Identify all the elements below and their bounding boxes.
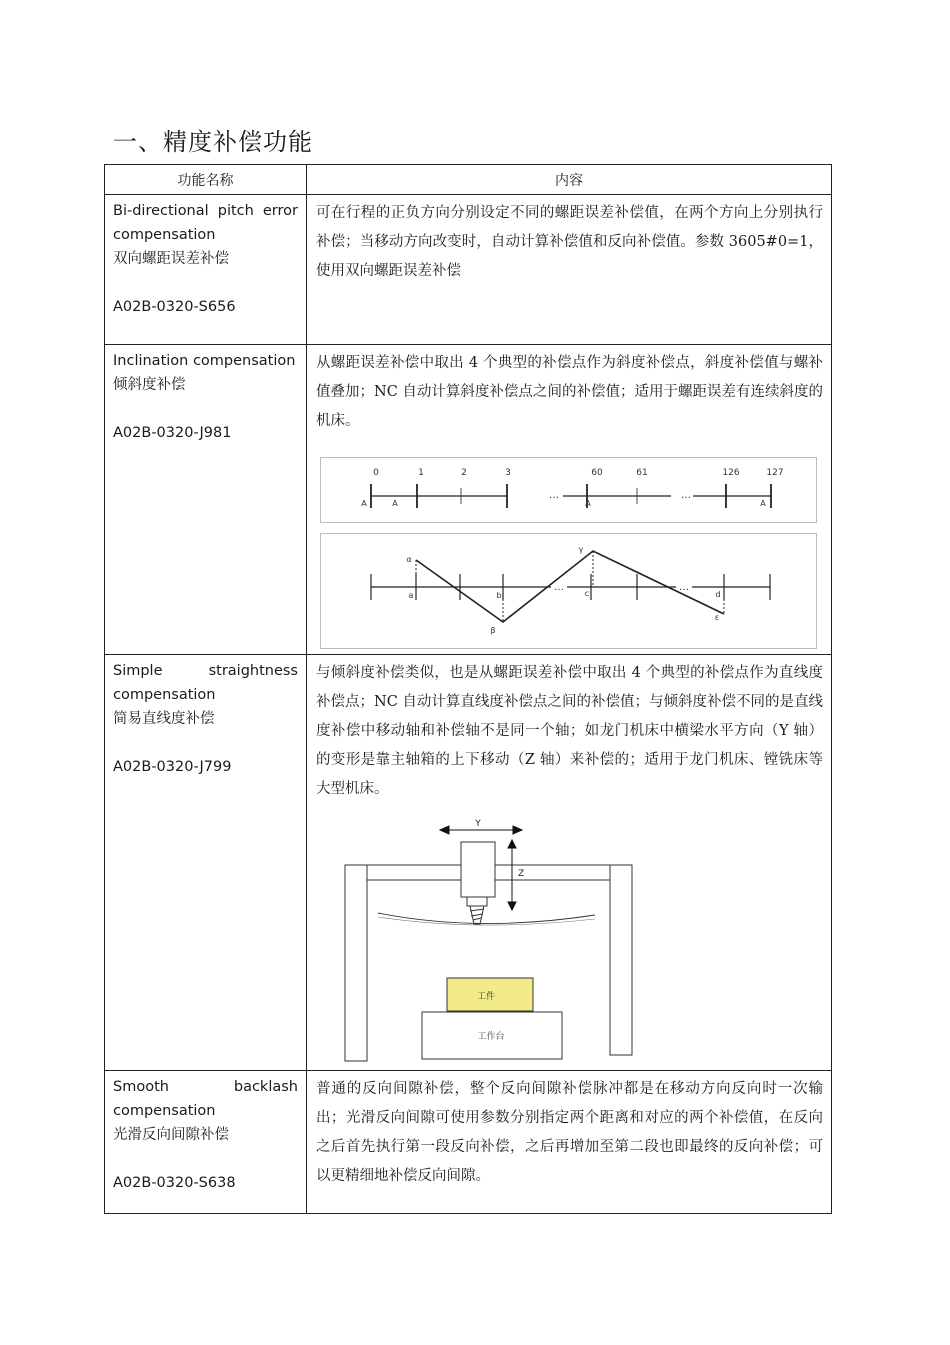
feature-en-name-line: Smooth backlash — [113, 1079, 298, 1095]
feature-cn-name: 光滑反向间隙补偿 — [113, 1127, 229, 1143]
table-row — [105, 655, 832, 1071]
slope-point-label: β — [490, 626, 496, 635]
scale-label: 0 — [373, 468, 379, 478]
slope-ellipsis: … — [554, 582, 564, 593]
workpiece-label: 工件 — [476, 992, 496, 1002]
feature-description: 从螺距误差补偿中取出 4 个典型的补偿点作为斜度补偿点，斜度补偿值与螺补值叠加；NC 自动计算斜度补偿点之间的补偿值；适用于螺距误差有连续斜度的机床。 — [316, 355, 823, 429]
feature-order-code: A02B-0320-J799 — [113, 759, 232, 775]
slope-position-label: c — [584, 589, 590, 598]
feature-desc-cell — [307, 195, 832, 345]
feature-name-cell — [105, 345, 307, 655]
table-row — [105, 195, 832, 345]
scale-label: 1 — [418, 468, 424, 478]
feature-cn-name: 双向螺距误差补偿 — [113, 251, 229, 267]
gantry-figure — [330, 818, 650, 1068]
feature-name-cell — [105, 1071, 307, 1214]
table-row — [105, 1071, 832, 1214]
scale-ellipsis: … — [549, 490, 559, 501]
feature-cn-name: 倾斜度补偿 — [113, 377, 186, 393]
pitch-scale-figure — [320, 457, 817, 523]
feature-description: 普通的反向间隙补偿，整个反向间隙补偿脉冲都是在移动方向反向时一次输出；光滑反向间隙可使用参数分别指定两个距离和对应的两个补偿值，在反向之后首先执行第一段反向补偿，之后再增加至第二段也即最终的反向补偿；可以更精细地补偿反向间隙。 — [316, 1081, 823, 1184]
scale-label: 127 — [766, 468, 784, 478]
feature-order-code: A02B-0320-S656 — [113, 299, 236, 315]
slope-position-label: d — [715, 590, 721, 599]
scale-mark: A — [585, 499, 591, 508]
col-header-name: 功能名称 — [105, 165, 307, 195]
table-row — [105, 345, 832, 655]
scale-label: 2 — [461, 468, 467, 478]
feature-desc-cell — [307, 345, 832, 655]
feature-name-cell — [105, 195, 307, 345]
feature-desc-cell — [307, 1071, 832, 1214]
scale-label: 60 — [591, 468, 603, 478]
compensation-table — [104, 164, 832, 1214]
scale-label: 126 — [722, 468, 740, 478]
inclination-figure — [320, 533, 817, 649]
feature-en-name-line: compensation — [113, 227, 216, 243]
feature-en-name-line: compensation — [113, 687, 216, 703]
scale-label: 61 — [636, 468, 648, 478]
feature-en-name-line: Inclination compensation — [113, 353, 296, 369]
feature-description: 可在行程的正负方向分别设定不同的螺距误差补偿值，在两个方向上分别执行补偿；当移动方向改变时，自动计算补偿值和反向补偿值。参数 3605#0=1，使用双向螺距误差补偿 — [316, 205, 823, 279]
worktable-label: 工作台 — [477, 1032, 505, 1042]
scale-mark: A — [361, 499, 367, 508]
slope-position-label: a — [408, 591, 414, 600]
feature-name-cell — [105, 655, 307, 1071]
feature-en-name-line: Simple straightness — [113, 663, 298, 679]
y-axis-label: Y — [475, 819, 481, 829]
feature-order-code: A02B-0320-J981 — [113, 425, 232, 441]
z-axis-label: Z — [518, 869, 525, 879]
slope-ellipsis: … — [679, 582, 689, 593]
scale-label: 3 — [505, 468, 511, 478]
table-header-row — [105, 165, 832, 195]
slope-position-label: b — [496, 591, 502, 600]
scale-mark: A — [760, 499, 766, 508]
feature-en-name-line: Bi-directional pitch error — [113, 203, 298, 219]
slope-point-label: γ — [578, 545, 584, 554]
slope-point-label: α — [406, 555, 412, 564]
feature-en-name-line: compensation — [113, 1103, 216, 1119]
feature-cn-name: 简易直线度补偿 — [113, 711, 215, 727]
scale-mark: A — [392, 499, 398, 508]
scale-ellipsis: … — [681, 490, 691, 501]
col-header-content: 内容 — [307, 165, 832, 195]
slope-point-label: ε — [714, 613, 720, 622]
section-heading: 一、精度补偿功能 — [113, 128, 313, 156]
feature-order-code: A02B-0320-S638 — [113, 1175, 236, 1191]
feature-desc-cell — [307, 655, 832, 1071]
feature-description: 与倾斜度补偿类似，也是从螺距误差补偿中取出 4 个典型的补偿点作为直线度补偿点；NC 自动计算直线度补偿点之间的补偿值；与倾斜度补偿不同的是直线度补偿中移动轴和补偿轴不是同一个轴；如龙门机床中横梁水平方向（Y 轴）的变形是靠主轴箱的上下移动（Z 轴）来补偿的；适用于龙门机床、镗铣床等大型机床。 — [316, 665, 823, 797]
